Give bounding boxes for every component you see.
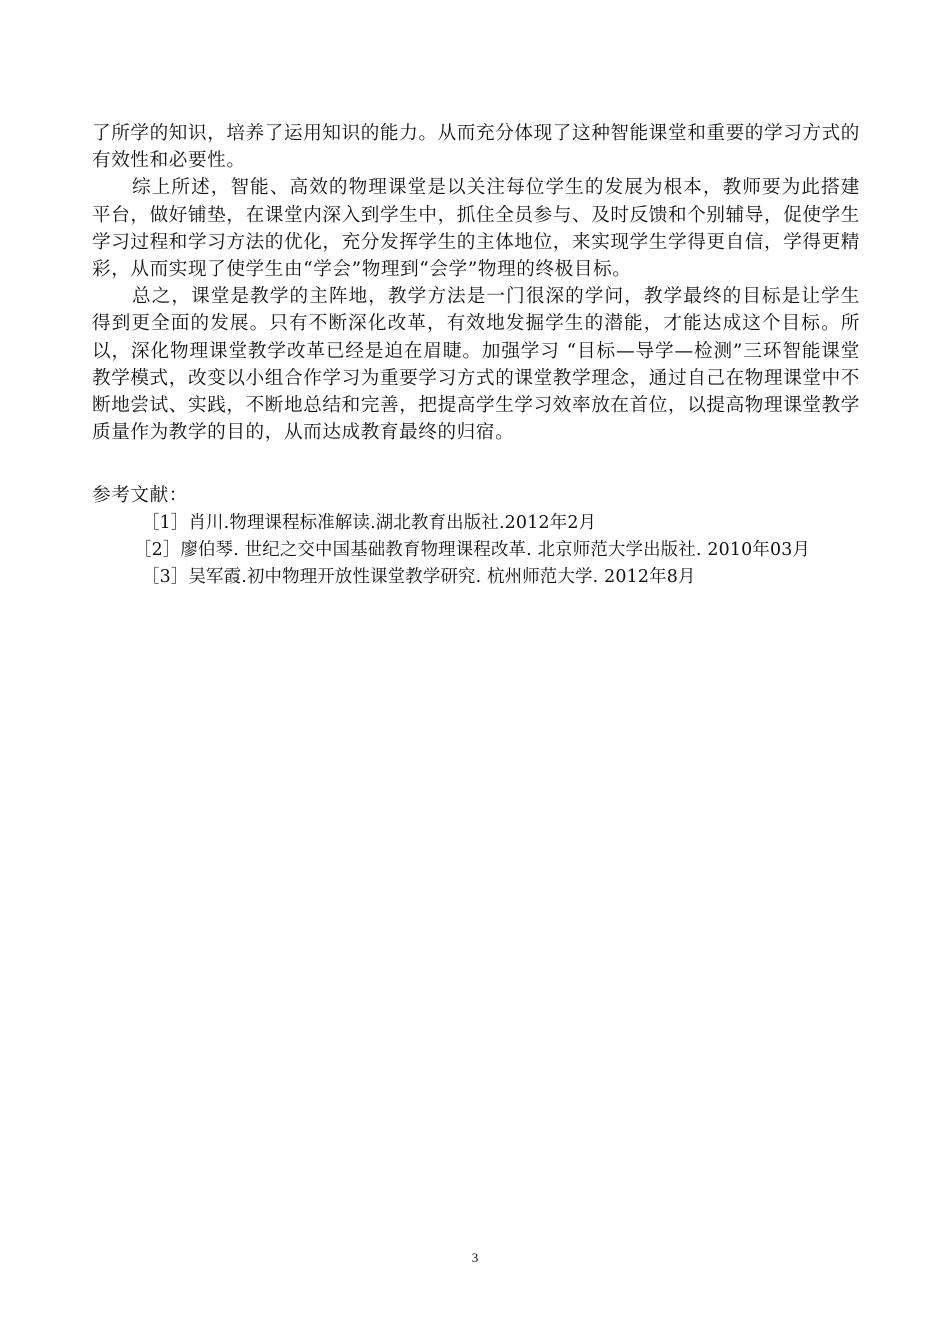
references-title: 参考文献： bbox=[92, 485, 188, 507]
references-section bbox=[92, 482, 860, 591]
reference-item-2: ［2］廖伯琴. 世纪之交中国基础教育物理课程改革. 北京师范大学出版社. 2010年03月 bbox=[134, 539, 811, 560]
body-paragraph-conclusion: 总之，课堂是教学的主阵地，教学方法是一门很深的学问，教学最终的目标是让学生得到更全面的发展。只有不断深化改革，有效地发掘学生的潜能，才能达成这个目标。所以，深化物理课堂教学改革已经是迫在眉睫。加强学习 “目标—导学—检测”三环智能课堂教学模式，改变以小组合作学习为重要学习方式的课堂教学理念，通过自己在物理课堂中不断地尝试、实践，不断地总结和完善，把提高学生学习效率放在首位，以提高物理课堂教学质量作为教学的目的，从而达成教育最终的归宿。 bbox=[92, 286, 860, 444]
body-paragraph-continuation: 了所学的知识，培养了运用知识的能力。从而充分体现了这种智能课堂和重要的学习方式的有效性和必要性。 bbox=[92, 123, 860, 172]
reference-item-1: ［1］肖川.物理课程标准解读.湖北教育出版社.2012年2月 bbox=[142, 512, 597, 533]
page-number: 3 bbox=[471, 1250, 479, 1265]
document-page bbox=[92, 120, 860, 591]
reference-item-3: ［3］吴军霞.初中物理开放性课堂教学研究. 杭州师范大学. 2012年8月 bbox=[142, 567, 696, 588]
body-paragraph-summary: 综上所述，智能、高效的物理课堂是以关注每位学生的发展为根本，教师要为此搭建平台，做好铺垫，在课堂内深入到学生中，抓住全员参与、及时反馈和个别辅导，促使学生学习过程和学习方法的优化，充分发挥学生的主体地位，来实现学生学得更自信，学得更精彩，从而实现了使学生由“学会”物理到“会学”物理的终极目标。 bbox=[92, 177, 860, 281]
